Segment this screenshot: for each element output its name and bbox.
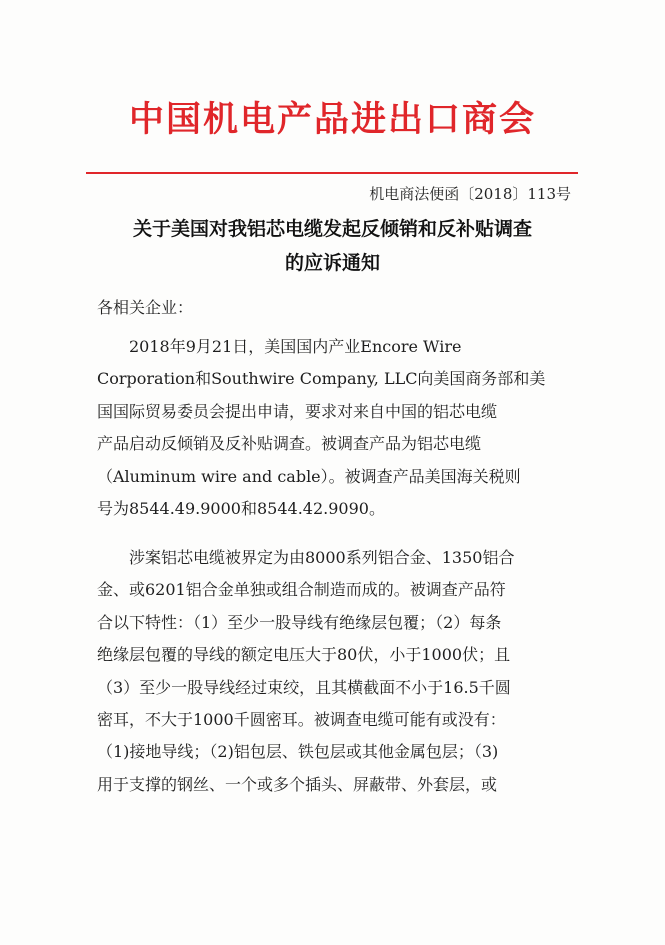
- paragraph-line: 号为8544.49.9000和8544.42.9090。: [97, 498, 385, 518]
- letterhead-red-rule: [86, 172, 578, 174]
- paragraph-line: 金、或6201铝合金单独或组合制造而成的。被调查产品符: [97, 580, 506, 600]
- paragraph-line: 合以下特性：（1）至少一股导线有绝缘层包覆；（2）每条: [97, 612, 502, 632]
- document-number: 机电商法便函〔2018〕113号: [369, 185, 571, 203]
- paragraph-line: 涉案铝芯电缆被界定为由8000系列铝合金、1350铝合: [129, 548, 515, 567]
- paragraph-line: Corporation和Southwire Company, LLC向美国商务部和美: [97, 369, 546, 389]
- document-title-line-1: 关于美国对我铝芯电缆发起反倾销和反补贴调查: [132, 218, 532, 240]
- document-title: [0, 212, 665, 280]
- paragraph-line: 产品启动反倾销及反补贴调查。被调查产品为铝芯电缆: [97, 434, 482, 454]
- paragraph-line: 用于支撑的钢丝、一个或多个插头、屏蔽带、外套层，或: [97, 774, 498, 794]
- paragraph-line: 国国际贸易委员会提出申请，要求对来自中国的铝芯电缆: [97, 401, 498, 421]
- paragraph-2: [97, 542, 575, 801]
- paragraph-line: （Aluminum wire and cable）。被调查产品美国海关税则: [97, 466, 521, 486]
- paragraph-1: [97, 331, 575, 525]
- paragraph-line: （3）至少一股导线经过束绞，且其横截面不小于16.5千圆: [97, 677, 511, 697]
- paragraph-line: 密耳，不大于1000千圆密耳。被调查电缆可能有或没有：: [97, 709, 506, 729]
- paragraph-line: （1)接地导线；（2)铝包层、铁包层或其他金属包层；（3): [97, 742, 499, 762]
- paragraph-line: 2018年9月21日，美国国内产业Encore Wire: [129, 337, 462, 356]
- document-title-line-2: 的应诉通知: [284, 252, 380, 274]
- organization-letterhead: 中国机电产品进出口商会: [128, 100, 536, 140]
- paragraph-line: 绝缘层包覆的导线的额定电压大于80伏，小于1000伏；且: [97, 645, 511, 665]
- salutation: 各相关企业：: [97, 298, 194, 317]
